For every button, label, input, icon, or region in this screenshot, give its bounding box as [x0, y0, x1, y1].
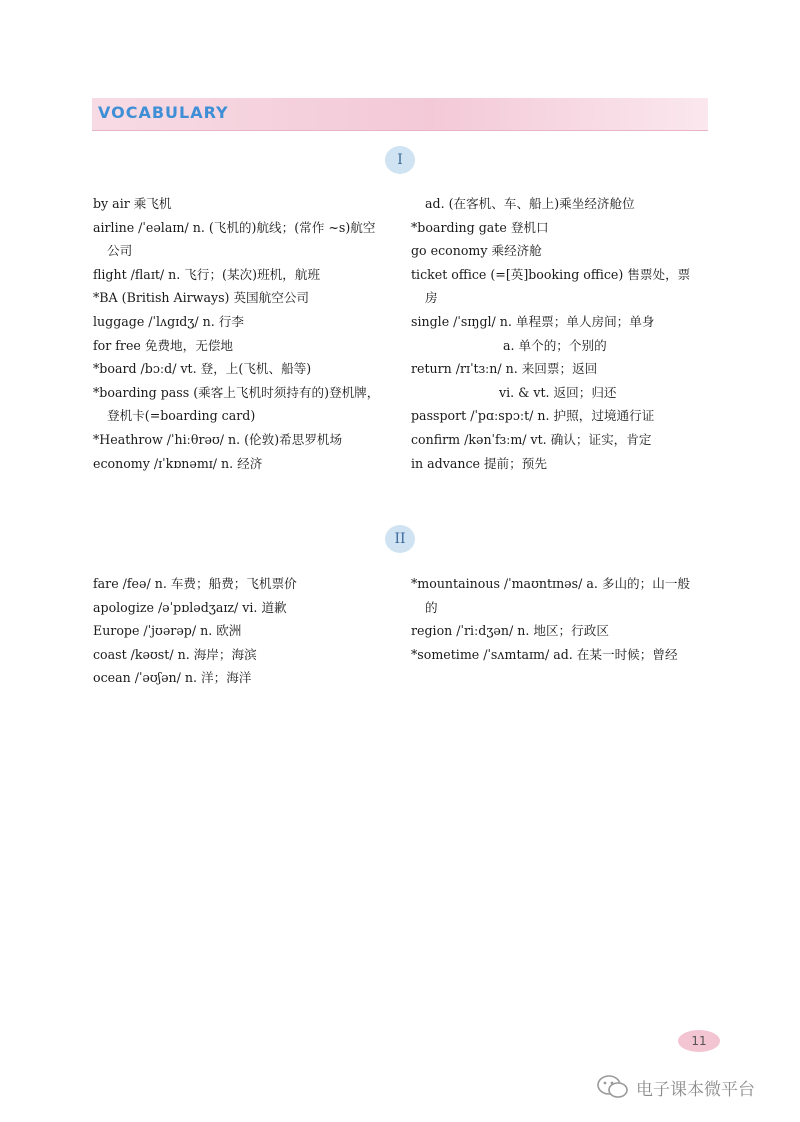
vocab-entry-continuation: 的 — [425, 599, 438, 615]
vocab-entry: *boarding pass (乘客上飞机时须持有的)登机牌， — [93, 384, 380, 400]
vocab-entry: ocean /ˈəʊʃən/ n. 洋；海洋 — [93, 670, 252, 686]
vocab-entry-continuation: a. 单个的；个别的 — [503, 337, 607, 353]
section-2-left-column — [93, 572, 403, 690]
vocab-entry: passport /ˈpɑːspɔːt/ n. 护照，过境通行证 — [411, 408, 655, 424]
vocab-entry-continuation: 公司 — [107, 243, 133, 259]
page-title: VOCABULARY — [98, 103, 229, 122]
vocab-entry: luggage /ˈlʌgɪdʒ/ n. 行李 — [93, 313, 244, 329]
vocab-entry: ticket office (=[英]booking office) 售票处，票 — [411, 266, 691, 282]
section-1-left-column — [93, 192, 403, 475]
vocab-entry: by air 乘飞机 — [93, 196, 172, 211]
vocab-entry-continuation: 登机卡(=boarding card) — [107, 408, 256, 424]
vocab-entry: *board /bɔːd/ vt. 登，上(飞机、船等) — [93, 361, 312, 377]
vocab-entry: *Heathrow /ˈhiːθrəʊ/ n. (伦敦)希思罗机场 — [93, 431, 343, 447]
vocab-entry-continuation: 房 — [425, 290, 438, 306]
vocab-entry: Europe /ˈjʊərəp/ n. 欧洲 — [93, 623, 242, 639]
section-2-right-column — [411, 572, 721, 666]
watermark — [596, 1074, 755, 1100]
vocab-entry: airline /ˈeəlaɪn/ n. (飞机的)航线；(常作 ~s)航空 — [93, 219, 376, 235]
vocab-entry: flight /flaɪt/ n. 飞行；(某次)班机，航班 — [93, 266, 321, 282]
vocab-entry-continuation: ad. (在客机、车、船上)乘坐经济舱位 — [425, 196, 635, 211]
vocab-entry: *BA (British Airways) 英国航空公司 — [93, 290, 310, 306]
section-badge-2: II — [385, 525, 415, 553]
section-badge-1: I — [385, 146, 415, 174]
section-1-right-column — [411, 192, 721, 475]
vocab-entry: fare /feə/ n. 车费；船费；飞机票价 — [93, 576, 297, 591]
vocab-entry: confirm /kənˈfɜːm/ vt. 确认；证实，肯定 — [411, 431, 652, 447]
watermark-text: 电子课本微平台 — [636, 1079, 755, 1100]
vocab-entry: single /ˈsɪŋgl/ n. 单程票；单人房间；单身 — [411, 313, 655, 329]
vocab-entry: economy /ɪˈkɒnəmɪ/ n. 经济 — [93, 455, 263, 471]
wechat-icon — [596, 1074, 630, 1100]
vocab-entry: region /ˈriːdʒən/ n. 地区；行政区 — [411, 623, 609, 639]
vocab-entry-continuation: vi. & vt. 返回；归还 — [499, 384, 617, 400]
vocab-entry: go economy 乘经济舱 — [411, 243, 542, 259]
vocab-entry: *boarding gate 登机口 — [411, 219, 549, 235]
vocab-entry: coast /kəʊst/ n. 海岸；海滨 — [93, 646, 257, 662]
vocab-entry: return /rɪˈtɜːn/ n. 来回票；返回 — [411, 361, 598, 377]
vocab-entry: *sometime /ˈsʌmtaɪm/ ad. 在某一时候；曾经 — [411, 646, 678, 662]
page-number: 11 — [678, 1030, 720, 1052]
vocab-entry: in advance 提前；预先 — [411, 455, 547, 471]
vocab-entry: *mountainous /ˈmaʊntɪnəs/ a. 多山的；山一般 — [411, 576, 691, 591]
vocab-entry: apologize /əˈpɒlədʒaɪz/ vi. 道歉 — [93, 599, 287, 615]
vocab-entry: for free 免费地，无偿地 — [93, 337, 234, 353]
